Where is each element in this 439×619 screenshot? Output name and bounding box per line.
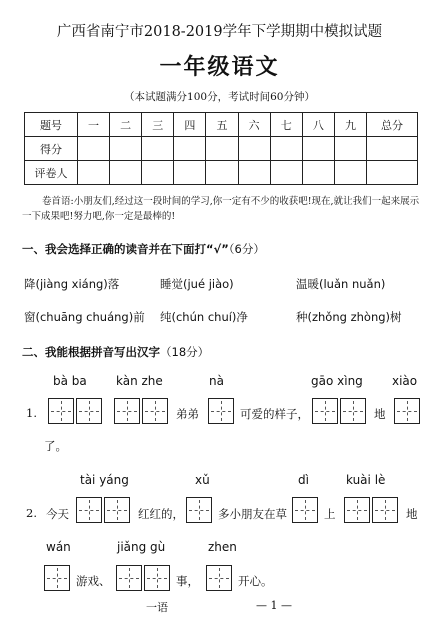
sentence-text: 游戏、 <box>76 574 111 588</box>
table-cell: 总分 <box>367 113 418 137</box>
table-cell[interactable] <box>78 137 110 161</box>
table-cell: 五 <box>206 113 238 137</box>
pinyin-label: gāo xìng <box>311 374 363 388</box>
writing-box[interactable] <box>206 565 232 591</box>
sentence-text: 了。 <box>44 439 67 453</box>
table-cell[interactable] <box>367 161 418 185</box>
sentence-text: 地 <box>374 407 386 421</box>
reading-item[interactable]: 温暖(luǎn nuǎn) <box>296 277 386 291</box>
table-cell: 三 <box>142 113 174 137</box>
table-cell: 一 <box>78 113 110 137</box>
reading-item[interactable]: 纯(chún chuí)净 <box>160 310 248 324</box>
sentence-text: 多小朋友在草 <box>218 507 287 521</box>
table-row <box>25 137 418 161</box>
sentence-text: 红红的， <box>138 507 184 521</box>
section2-heading <box>22 344 209 360</box>
reading-item[interactable]: 种(zhǒng zhòng)树 <box>296 310 402 324</box>
pinyin-label: kàn zhe <box>116 374 163 388</box>
table-cell[interactable] <box>110 161 142 185</box>
table-cell[interactable] <box>302 137 334 161</box>
sentence-text: 开心。 <box>238 574 273 588</box>
question-number: 1. <box>26 406 37 420</box>
writing-box[interactable] <box>394 398 420 424</box>
table-cell[interactable] <box>334 161 366 185</box>
pinyin-label: tài yáng <box>80 473 129 487</box>
pinyin-label: nà <box>209 374 224 388</box>
pinyin-label: wán <box>46 540 71 554</box>
table-cell[interactable] <box>270 161 302 185</box>
table-cell[interactable] <box>206 161 238 185</box>
writing-box[interactable] <box>186 497 212 523</box>
table-cell[interactable] <box>110 137 142 161</box>
table-cell: 八 <box>302 113 334 137</box>
table-cell: 九 <box>334 113 366 137</box>
table-cell[interactable] <box>302 161 334 185</box>
section2-title: 二、我能根据拼音写出汉字 <box>22 345 160 359</box>
pinyin-label: kuài lè <box>346 473 386 487</box>
table-cell: 七 <box>270 113 302 137</box>
table-cell[interactable] <box>174 137 206 161</box>
table-cell[interactable] <box>238 137 270 161</box>
writing-box[interactable] <box>372 497 398 523</box>
table-cell[interactable] <box>238 161 270 185</box>
table-cell: 四 <box>174 113 206 137</box>
writing-box[interactable] <box>48 398 74 424</box>
writing-box[interactable] <box>116 565 142 591</box>
table-cell: 题号 <box>25 113 78 137</box>
table-cell: 六 <box>238 113 270 137</box>
table-cell: 评卷人 <box>25 161 78 185</box>
table-cell[interactable] <box>142 137 174 161</box>
table-cell: 得分 <box>25 137 78 161</box>
sentence-text: 地 <box>406 507 418 521</box>
table-cell[interactable] <box>78 161 110 185</box>
table-cell[interactable] <box>334 137 366 161</box>
writing-box[interactable] <box>344 497 370 523</box>
table-cell[interactable] <box>206 137 238 161</box>
table-row <box>25 161 418 185</box>
writing-box[interactable] <box>208 398 234 424</box>
pinyin-label: zhen <box>208 540 237 554</box>
writing-box[interactable] <box>76 398 102 424</box>
writing-box[interactable] <box>144 565 170 591</box>
pinyin-label: bà ba <box>53 374 87 388</box>
section1-heading <box>22 241 265 257</box>
score-table-header-row <box>25 113 418 137</box>
table-cell[interactable] <box>174 161 206 185</box>
pinyin-label: xǔ <box>195 473 210 487</box>
writing-box[interactable] <box>142 398 168 424</box>
intro-text: 卷首语:小朋友们,经过这一段时间的学习,你一定有不少的收获吧!现在,就让我们一起来展示一下成果吧!努力吧,你一定是最棒的! <box>22 196 420 222</box>
exam-note: （本试题满分100分，考试时间60分钟） <box>124 91 315 103</box>
writing-box[interactable] <box>44 565 70 591</box>
writing-box[interactable] <box>114 398 140 424</box>
section1-title: 一、我会选择正确的读音并在下面打“√” <box>22 242 229 256</box>
subject-title: 一年级语文 <box>159 54 280 80</box>
section2-points: （18分） <box>160 345 210 359</box>
sentence-text: 可爱的样子， <box>240 407 309 421</box>
section1-points: （6分） <box>228 242 265 256</box>
writing-box[interactable] <box>292 497 318 523</box>
sentence-text: 事， <box>176 574 199 588</box>
writing-box[interactable] <box>340 398 366 424</box>
writing-box[interactable] <box>104 497 130 523</box>
score-table <box>24 112 418 185</box>
exam-title: 广西省南宁市2018-2019学年下学期期中模拟试题 <box>56 24 383 40</box>
sentence-text: 上 <box>324 507 336 521</box>
sentence-text: 今天 <box>46 507 69 521</box>
table-cell[interactable] <box>270 137 302 161</box>
reading-item[interactable]: 睡觉(jué jiào) <box>160 277 234 291</box>
pinyin-label: dì <box>298 473 309 487</box>
sentence-text: 弟弟 <box>176 407 199 421</box>
footer-label: 一语 <box>146 601 168 614</box>
writing-box[interactable] <box>76 497 102 523</box>
writing-box[interactable] <box>312 398 338 424</box>
table-cell[interactable] <box>367 137 418 161</box>
pinyin-label: xiào <box>392 374 418 388</box>
table-cell: 二 <box>110 113 142 137</box>
reading-item[interactable]: 降(jiàng xiáng)落 <box>24 277 120 291</box>
table-cell[interactable] <box>142 161 174 185</box>
page-number: — 1 — <box>256 599 292 612</box>
pinyin-label: jiǎng gù <box>117 540 166 554</box>
reading-item[interactable]: 窗(chuāng chuáng)前 <box>24 310 145 324</box>
question-number: 2. <box>26 506 37 520</box>
